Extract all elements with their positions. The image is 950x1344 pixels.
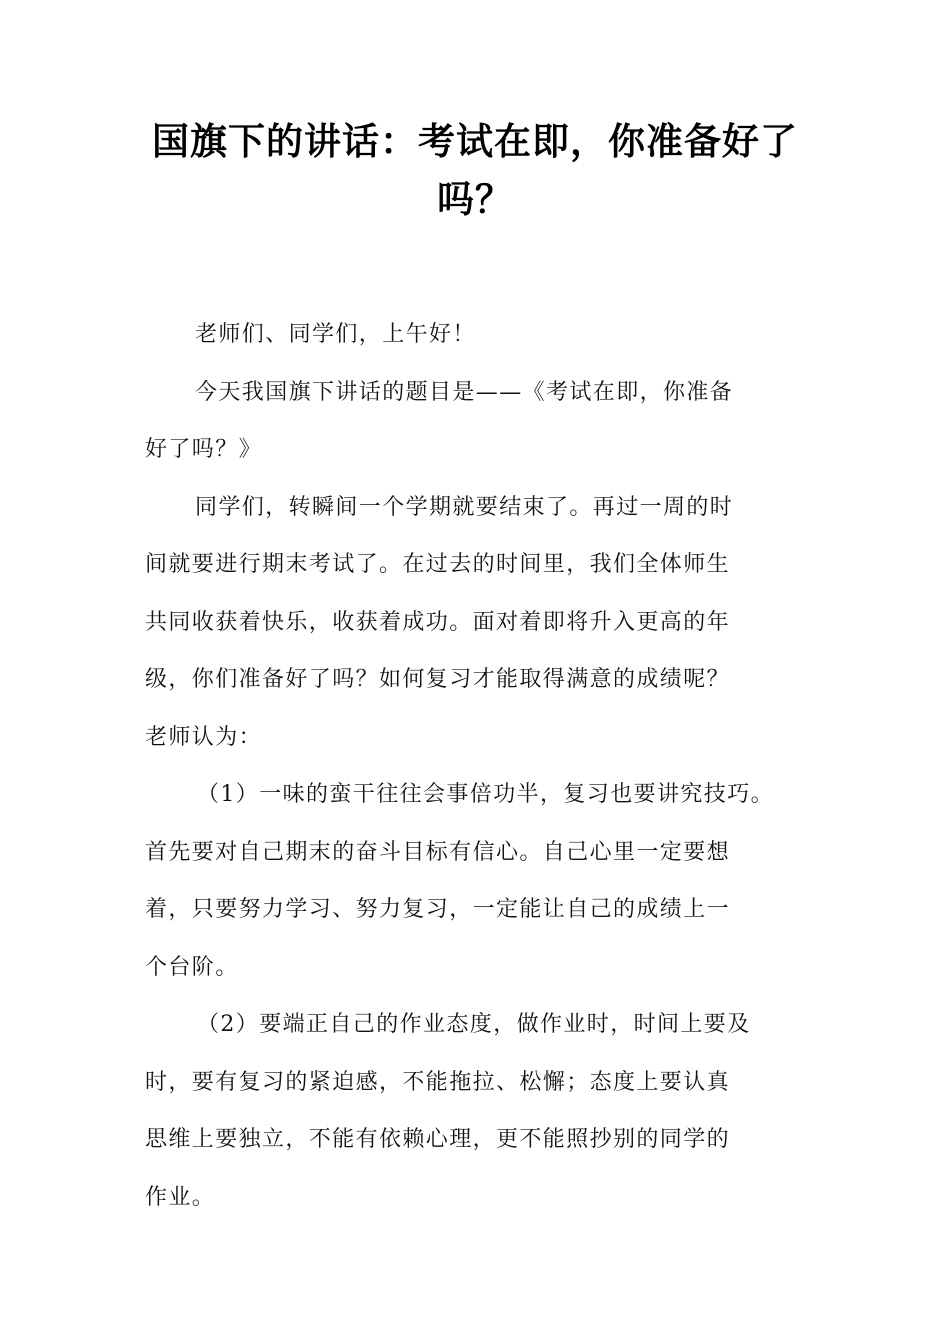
paragraph-line: 共同收获着快乐，收获着成功。面对着即将升入更高的年 [145,609,731,635]
paragraph-point-2 [145,996,810,1226]
paragraph-line: 好了吗？》 [145,437,263,462]
title-line: 吗？ [437,177,513,221]
paragraph-line: 首先要对自己期末的奋斗目标有信心。自己心里一定要想 [145,839,731,865]
paragraph-line: 个台阶。 [145,954,239,980]
document-body [145,306,810,1226]
paragraph-line: 同学们，转瞬间一个学期就要结束了。再过一周的时 [195,494,734,520]
paragraph-line: 老师们、同学们，上午好！ [195,322,476,347]
paragraph-line: 老师认为： [145,724,263,750]
document-title [140,112,810,228]
paragraph-line: 级，你们准备好了吗？如何复习才能取得满意的成绩呢？ [145,667,731,692]
paragraph-topic [145,364,810,479]
paragraph-line: 今天我国旗下讲话的题目是——《考试在即，你准备 [195,379,734,405]
paragraph-line: 思维上要独立，不能有依赖心理，更不能照抄别的同学的 [145,1127,731,1152]
paragraph-line: 间就要进行期末考试了。在过去的时间里，我们全体师生 [145,552,731,577]
paragraph-line: 着，只要努力学习、努力复习，一定能让自己的成绩上一 [145,897,731,922]
title-line: 国旗下的讲话：考试在即，你准备好了 [152,119,798,163]
paragraph-greeting [145,306,810,364]
paragraph-line: （2）要端正自己的作业态度，做作业时，时间上要及 [197,1012,751,1037]
paragraph-point-1 [145,766,810,996]
paragraph-line: （1）一味的蛮干往往会事倍功半，复习也要讲究技巧。 [197,782,774,807]
paragraph-line: 时，要有复习的紧迫感，不能拖拉、松懈；态度上要认真 [145,1069,731,1095]
paragraph-intro [145,479,810,767]
paragraph-line: 作业。 [145,1184,216,1210]
